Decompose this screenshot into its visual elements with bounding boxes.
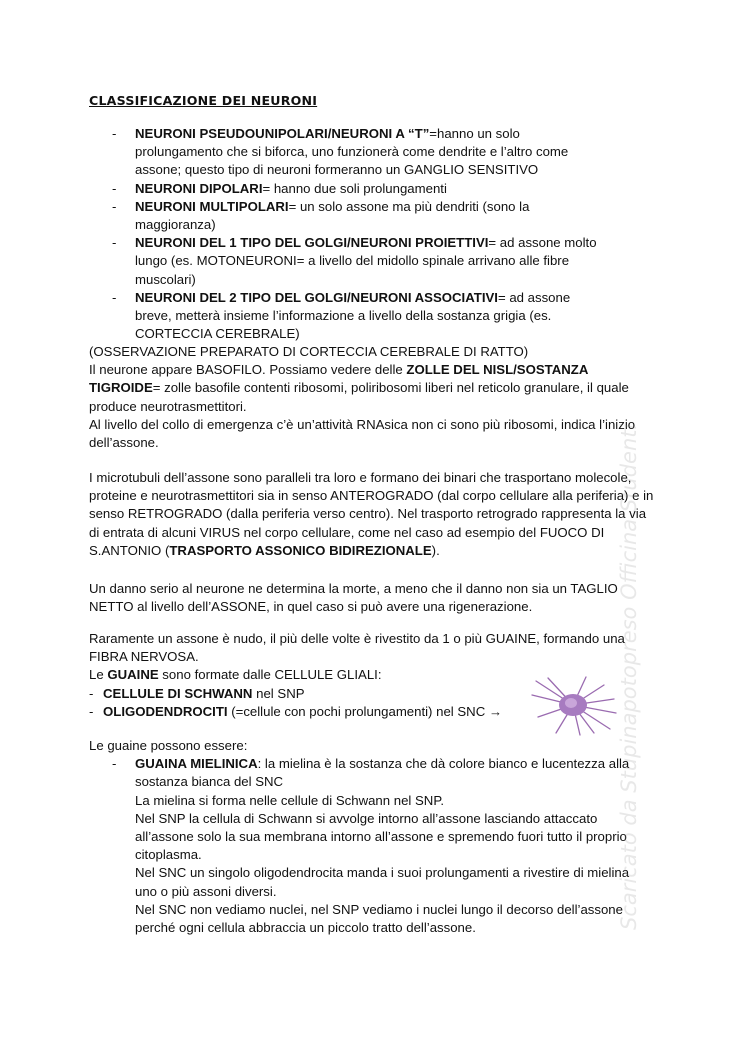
list-item: - NEURONI DEL 2 TIPO DEL GOLGI/NEURONI ASSOCIATIVI= ad assone breve, metterà insieme l’informazione a livello della sostanza grigia (es. CORTECCIA CEREBRALE): [89, 289, 609, 344]
sheaths-section: Le guaine possono essere: - GUAINA MIELINICA: la mielina è la sostanza che dà colore bianco e lucentezza alla sostanza bianca del SNC La mielina si forma nelle cellule di Schwann nel SNP. Nel SNP la cellula di Schwann si avvolge intorno all’assone lasciando attaccato all’assone solo la sua membrana intorno all’assone e spremendo fuori tutto il proprio citoplasma. Nel SNC un singolo oligodendrocita manda i suoi prolungamenti a rivestire di mielina uno o più assoni diversi. Nel SNC non vediamo nuclei, nel SNP vediamo i nuclei lungo il decorso dell’assone perché ogni cellula abbraccia un piccolo tratto dell’assone.: [89, 737, 654, 937]
list-item: - NEURONI MULTIPOLARI= un solo assone ma più dendriti (sono la maggioranza): [89, 198, 609, 234]
list-item: - NEURONI PSEUDOUNIPOLARI/NEURONI A “T”=hanno un solo prolungamento che si biforca, uno funzionerà come dendrite e l’altro come assone; questo tipo di neuroni formeranno un GANGLIO SENSITIVO: [89, 125, 609, 180]
list-item: - GUAINA MIELINICA: la mielina è la sostanza che dà colore bianco e lucentezza alla sostanza bianca del SNC La mielina si forma nelle cellule di Schwann nel SNP. Nel SNP la cellula di Schwann si avvolge intorno all’assone lasciando attaccato all’assone solo la sua membrana intorno all’assone e spremendo fuori tutto il proprio citoplasma. Nel SNC un singolo oligodendrocita manda i suoi prolungamenti a rivestire di mielina uno o più assoni diversi. Nel SNC non vediamo nuclei, nel SNP vediamo i nuclei lungo il decorso dell’assone perché ogni cellula abbraccia un piccolo tratto dell’assone.: [89, 755, 654, 937]
list-item: - NEURONI DIPOLARI= hanno due soli prolungamenti: [89, 180, 609, 198]
oligodendrocyte-image: [528, 673, 618, 737]
damage-paragraph: Un danno serio al neurone ne determina la morte, a meno che il danno non sia un TAGLIO NETTO al livello dell’ASSONE, in quel caso si può avere una rigenerazione.: [89, 581, 618, 615]
list-item: - NEURONI DEL 1 TIPO DEL GOLGI/NEURONI PROIETTIVI= ad assone molto lungo (es. MOTONEURONI= a livello del midollo spinale arrivano alle fibre muscolari): [89, 234, 609, 289]
nerve-fiber-paragraph: Raramente un assone è nudo, il più delle volte è rivestito da 1 o più GUAINE, formando una FIBRA NERVOSA. Le GUAINE sono formate dalle CELLULE GLIALI: - CELLULE DI SCHWANN nel SNP - OLIGODENDROCITI (=cellule con pochi prolungamenti) nel SNC →: [89, 630, 654, 721]
list-item: - CELLULE DI SCHWANN nel SNP: [89, 685, 654, 703]
microtubules-paragraph: I microtubuli dell’assone sono paralleli tra loro e formano dei binari che trasportano molecole, proteine e neurotrasmettitori sia in senso ANTEROGRADO (dal corpo cellulare alla periferia) e in senso RETROGRADO (dalla periferia verso centro). Nel trasporto retrogrado rappresenta la via di entrata di alcuni VIRUS nel corpo cellulare, come nel caso ad esempio del FUOCO DI S.ANTONIO (TRASPORTO ASSONICO BIDIREZIONALE).: [89, 470, 654, 558]
classification-list: [89, 125, 659, 343]
list-item: - OLIGODENDROCITI (=cellule con pochi prolungamenti) nel SNC →: [89, 703, 654, 721]
observation-paragraph: (OSSERVAZIONE PREPARATO DI CORTECCIA CEREBRALE DI RATTO) Il neurone appare BASOFILO. Possiamo vedere delle ZOLLE DEL NISL/SOSTANZA TIGROIDE= zolle basofile contenti ribosomi, poliribosomi liberi nel reticolo granulare, il quale produce neurotrasmettitori. Al livello del collo di emergenza c’è un’attività RNAsica non ci sono più ribosomi, indica l’inizio dell’assone.: [89, 344, 636, 451]
page-title: CLASSIFICAZIONE DEI NEURONI: [89, 93, 318, 108]
watermark: Scaricato da Stupinapotopreso Officina Studenti: [617, 423, 641, 930]
